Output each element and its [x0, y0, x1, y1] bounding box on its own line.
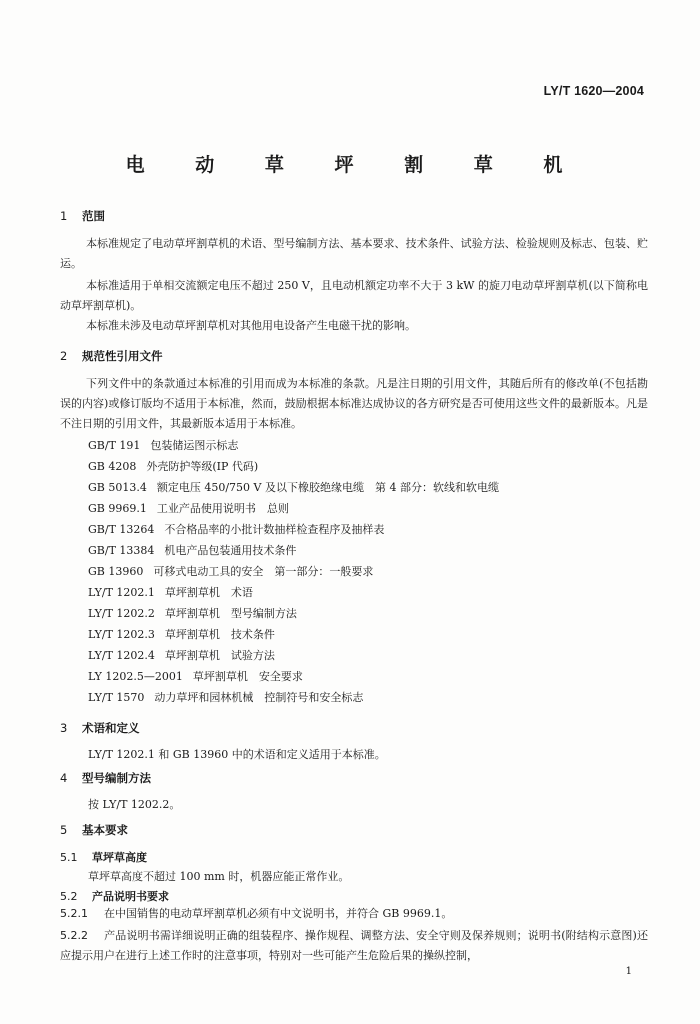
- grass-height-paragraph: 草坪草高度不超过 100 mm 时，机器应能正常作业。: [88, 870, 350, 883]
- subsection-5-1-heading: 5.1 草坪草高度: [60, 851, 147, 864]
- reference-item: LY/T 1202.4 草坪割草机 试验方法: [88, 649, 275, 662]
- reference-item: LY/T 1570 动力草坪和园林机械 控制符号和安全标志: [88, 691, 364, 704]
- section-title: 范围: [82, 209, 105, 223]
- section-title: 基本要求: [82, 823, 128, 837]
- reference-item: GB/T 13384 机电产品包装通用技术条件: [88, 544, 297, 557]
- reference-item: LY/T 1202.1 草坪割草机 术语: [88, 586, 253, 599]
- section-2-heading: [60, 348, 163, 364]
- section-title: 型号编制方法: [82, 771, 151, 785]
- section-3-heading: [60, 720, 140, 736]
- reference-item: GB/T 13264 不合格品率的小批计数抽样检查程序及抽样表: [88, 523, 385, 536]
- scope-paragraph-2: 本标准适用于单相交流额定电压不超过 250 V，且电动机额定功率不大于 3 kW 的旋刀电动草坪割草机(以下简称电动草坪割草机)。: [60, 279, 648, 312]
- reference-item: GB 4208 外壳防护等级(IP 代码): [88, 460, 259, 473]
- model-method-paragraph: 按 LY/T 1202.2。: [88, 798, 181, 811]
- reference-item: GB/T 191 包装储运图示标志: [88, 439, 239, 452]
- subsection-5-2-heading: 5.2 产品说明书要求: [60, 890, 169, 903]
- page-number: 1: [625, 966, 632, 977]
- reference-item: GB 13960 可移式电动工具的安全 第一部分：一般要求: [88, 565, 374, 578]
- section-title: 规范性引用文件: [82, 349, 163, 363]
- section-1-heading: [60, 208, 105, 224]
- document-title: 电 动 草 坪 割 草 机: [125, 154, 585, 176]
- reference-item: LY/T 1202.2 草坪割草机 型号编制方法: [88, 607, 297, 620]
- terms-paragraph: LY/T 1202.1 和 GB 13960 中的术语和定义适用于本标准。: [88, 748, 386, 761]
- clause-5-2-2: 5.2.2 产品说明书需详细说明正确的组装程序、操作规程、调整方法、安全守则及保养规则；说明书(附结构示意图)还应提示用户在进行上述工作时的注意事项，特别对一些可能产生危险后果的操纵控制，: [60, 929, 648, 962]
- normative-references-intro: 下列文件中的条款通过本标准的引用而成为本标准的条款。凡是注日期的引用文件，其随后所有的修改单(不包括勘误的内容)或修订版均不适用于本标准，然而，鼓励根据本标准达成协议的各方研究是否可使用这些文件的最新版本。凡是不注日期的引用文件，其最新版本适用于本标准。: [60, 377, 648, 430]
- reference-item: LY 1202.5—2001 草坪割草机 安全要求: [88, 670, 303, 683]
- standard-code: LY/T 1620—2004: [543, 84, 644, 98]
- section-title: 术语和定义: [82, 721, 140, 735]
- section-number: 2: [60, 349, 68, 363]
- section-number: 4: [60, 771, 68, 785]
- reference-item: GB 5013.4 额定电压 450/750 V 及以下橡胶绝缘电缆 第 4 部分：软线和软电缆: [88, 481, 499, 494]
- section-4-heading: [60, 770, 151, 786]
- reference-item: LY/T 1202.3 草坪割草机 技术条件: [88, 628, 275, 641]
- section-number: 1: [60, 209, 68, 223]
- section-number: 3: [60, 721, 68, 735]
- clause-5-2-1: 5.2.1 在中国销售的电动草坪割草机必须有中文说明书，并符合 GB 9969.1。: [60, 907, 453, 920]
- section-number: 5: [60, 823, 68, 837]
- scope-paragraph-1: 本标准规定了电动草坪割草机的术语、型号编制方法、基本要求、技术条件、试验方法、检验规则及标志、包装、贮运。: [60, 237, 648, 270]
- reference-item: GB 9969.1 工业产品使用说明书 总则: [88, 502, 289, 515]
- scope-paragraph-3: 本标准未涉及电动草坪割草机对其他用电设备产生电磁干扰的影响。: [86, 319, 416, 332]
- section-5-heading: [60, 822, 128, 838]
